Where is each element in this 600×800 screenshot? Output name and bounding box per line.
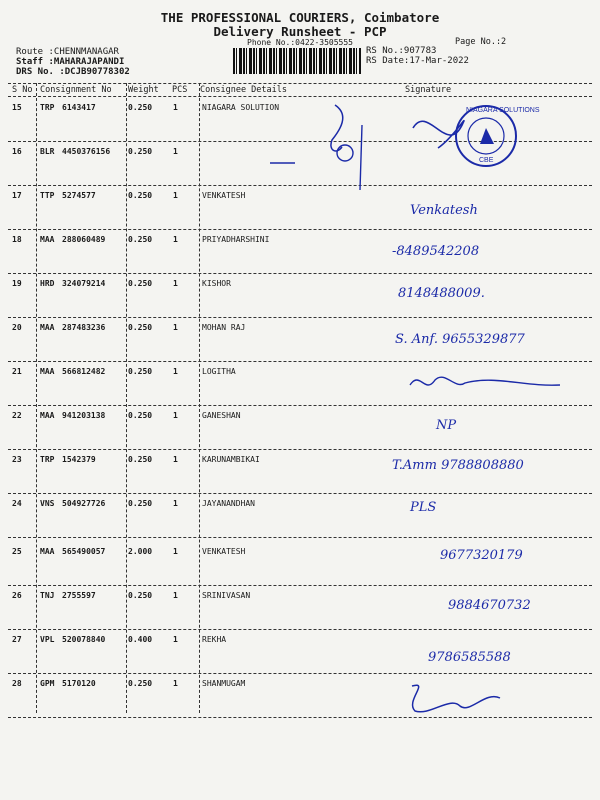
pen-scribble [240,95,400,195]
row-prefix: TRP [40,103,55,112]
row-consignment: 5274577 [62,191,96,200]
row-signature: S. Anf. 9655329877 [395,332,525,347]
row-sno: 17 [12,191,22,200]
row-prefix: MAA [40,235,55,244]
row-weight: 0.250 [128,323,153,332]
row-pcs: 1 [173,191,178,200]
row-consignment: 504927726 [62,499,106,508]
row-consignment: 287483236 [62,323,106,332]
row-consignment: 1542379 [62,455,96,464]
row-signature: 9677320179 [440,548,523,563]
row-prefix: TRP [40,455,55,464]
row-separator [8,629,592,630]
rs-date: RS Date:17-Mar-2022 [366,56,469,66]
row-pcs: 1 [173,103,178,112]
row-signature: 9884670732 [448,598,531,613]
row-separator [8,361,592,362]
drs-number: DRS No. :DCJB90778302 [16,67,130,77]
row-prefix: TNJ [40,591,55,600]
row-separator [8,317,592,318]
row-consignee: PRIYADHARSHINI [202,235,270,244]
row-sno: 23 [12,455,22,464]
row-sno: 28 [12,679,22,688]
row-sno: 27 [12,635,22,644]
row-pcs: 1 [173,547,178,556]
row-consignee: VENKATESH [202,191,246,200]
row-sno: 16 [12,147,22,156]
row-prefix: GPM [40,679,55,688]
row-consignment: 566812482 [62,367,106,376]
row-prefix: VPL [40,635,55,644]
row-consignee: VENKATESH [202,547,246,556]
row-separator [8,537,592,538]
row-separator [8,673,592,674]
row-separator [8,229,592,230]
row-consignee: LOGITHA [202,367,236,376]
row-consignment: 6143417 [62,103,96,112]
row-weight: 0.250 [128,411,153,420]
rs-number: RS No.:907783 [366,46,437,56]
row-separator [8,493,592,494]
row-signature: T.Amm 9788808880 [392,458,524,473]
page-number: Page No.:2 [455,37,507,47]
row-signature: -8489542208 [392,244,480,259]
col-consignee: Consignee Details [200,85,287,95]
row-weight: 0.250 [128,367,153,376]
row-pcs: 1 [173,679,178,688]
row-pcs: 1 [173,147,178,156]
row-weight: 0.250 [128,499,153,508]
row-prefix: MAA [40,367,55,376]
row-signature: PLS [410,500,437,515]
row-sno: 20 [12,323,22,332]
row-weight: 0.250 [128,679,153,688]
col-pcs: PCS [172,85,188,95]
row-prefix: MAA [40,323,55,332]
row-consignment: 2755597 [62,591,96,600]
phone-number: Phone No.:0422-3505555 [247,38,353,47]
row-consignee: MOHAN RAJ [202,323,246,332]
row-consignment: 288060489 [62,235,106,244]
row-prefix: MAA [40,547,55,556]
row-sno: 15 [12,103,22,112]
company-stamp [408,98,540,168]
col-weight: Weight [128,85,159,95]
row-pcs: 1 [173,367,178,376]
row-pcs: 1 [173,499,178,508]
row-separator [8,405,592,406]
column-divider [36,83,37,713]
company-name: THE PROFESSIONAL COURIERS, Coimbatore [160,10,440,25]
stamp-city: CBE [479,157,494,164]
row-consignment: 5170120 [62,679,96,688]
row-consignee: SRINIVASAN [202,591,251,600]
row-weight: 0.250 [128,235,153,244]
row-sno: 25 [12,547,22,556]
header-separator [8,83,592,84]
staff: Staff :MAHARAJAPANDI [16,57,125,67]
row-signature: Venkatesh [410,203,478,218]
row-consignee: KISHOR [202,279,231,288]
row-separator [8,585,592,586]
row-weight: 0.250 [128,591,153,600]
row-signature: 8148488009. [398,286,485,301]
row-weight: 0.250 [128,147,153,156]
route: Route :CHENNMANAGAR [16,47,119,57]
row-prefix: BLR [40,147,55,156]
row-consignment: 941203138 [62,411,106,420]
row-sno: 26 [12,591,22,600]
column-divider [199,83,200,713]
row-pcs: 1 [173,279,178,288]
row-signature: 9786585588 [428,650,511,665]
row-sno: 18 [12,235,22,244]
row-sno: 21 [12,367,22,376]
row-weight: 0.400 [128,635,153,644]
row-consignee: SHANMUGAM [202,679,246,688]
row-consignee: NIAGARA SOLUTION [202,103,280,112]
row-weight: 0.250 [128,455,153,464]
column-divider [126,83,127,713]
row-consignee: JAYANANDHAN [202,499,255,508]
row-consignee: GANESHAN [202,411,241,420]
row-consignment: 4450376156 [62,147,111,156]
stamp-text: NIAGARA SOLUTIONS [466,107,540,114]
row-pcs: 1 [173,235,178,244]
row-pcs: 1 [173,635,178,644]
col-sno: S No [12,85,33,95]
row-consignee: REKHA [202,635,227,644]
row-pcs: 1 [173,323,178,332]
row-consignment: 324079214 [62,279,106,288]
col-signature: Signature [405,85,452,95]
row-consignee: KARUNAMBIKAI [202,455,260,464]
row-separator [8,449,592,450]
row-sno: 24 [12,499,22,508]
row-sno: 19 [12,279,22,288]
row-signature: NP [436,418,457,433]
barcode [233,48,361,74]
row-prefix: HRD [40,279,55,288]
row-sno: 22 [12,411,22,420]
row-pcs: 1 [173,591,178,600]
row-prefix: MAA [40,411,55,420]
row-prefix: TTP [40,191,55,200]
row-pcs: 1 [173,455,178,464]
row-separator [8,273,592,274]
row-consignment: 520078840 [62,635,106,644]
row-pcs: 1 [173,411,178,420]
runsheet-title: Delivery Runsheet - PCP [213,24,387,39]
row-weight: 0.250 [128,103,153,112]
row-weight: 0.250 [128,191,153,200]
pen-scribble [395,365,575,400]
row-prefix: VNS [40,499,55,508]
pen-scribble [400,676,510,721]
col-consignment: Consignment No [40,85,112,95]
row-weight: 0.250 [128,279,153,288]
row-consignment: 565490057 [62,547,106,556]
row-weight: 2.000 [128,547,153,556]
